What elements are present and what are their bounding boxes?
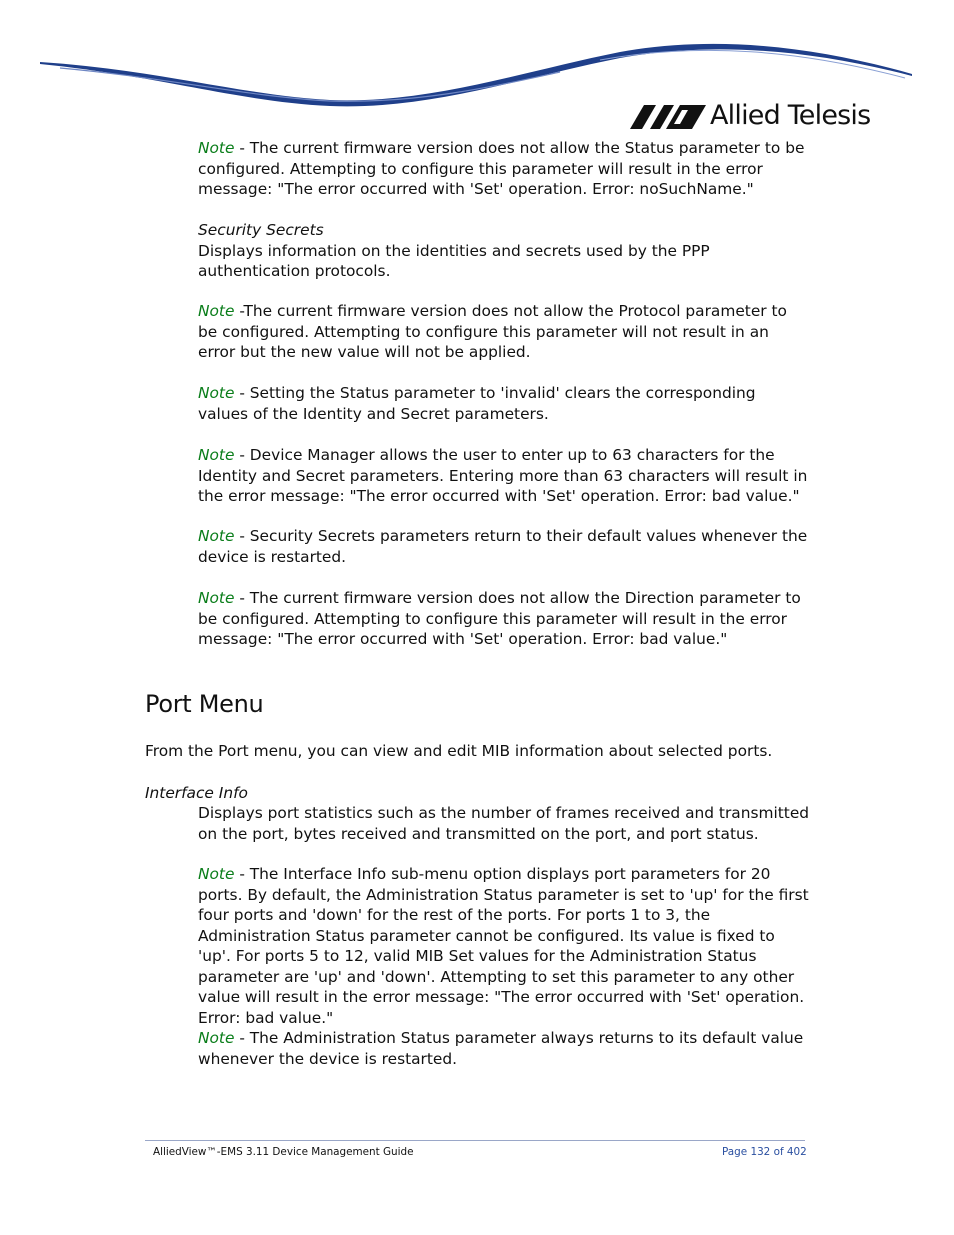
security-secrets-section <box>198 220 810 282</box>
port-menu-intro <box>145 741 810 762</box>
note-label: Note <box>198 139 235 157</box>
interface-info-subhead-block <box>145 783 810 804</box>
header-swoosh <box>0 0 954 115</box>
note-label: Note <box>198 865 235 883</box>
interface-info-subhead: Interface Info <box>145 784 248 802</box>
logo-text: Allied Telesis <box>710 100 871 131</box>
note-text: - Setting the Status parameter to 'invalid' clears the corresponding values of the Identity and Secret parameters. <box>198 384 756 423</box>
note-text: - The Administration Status parameter always returns to its default value whenever the device is restarted. <box>198 1029 804 1068</box>
note-label: Note <box>198 384 235 402</box>
note-label: Note <box>198 302 235 320</box>
note-protocol-firmware <box>198 301 810 363</box>
note-status-firmware <box>198 138 810 200</box>
security-secrets-description: Displays information on the identities and secrets used by the PPP authentication protocols. <box>198 241 710 280</box>
note-interface-info-ports <box>198 864 810 1028</box>
note-label: Note <box>198 527 235 545</box>
note-status-invalid <box>198 383 810 424</box>
note-admin-status-default <box>198 1028 810 1069</box>
port-menu-intro-text: From the Port menu, you can view and edit MIB information about selected ports. <box>145 742 773 760</box>
allied-telesis-logo-mark-icon <box>630 102 706 130</box>
note-identity-length <box>198 445 810 507</box>
note-text: - Security Secrets parameters return to their default values whenever the device is restarted. <box>198 527 808 566</box>
note-secrets-default <box>198 526 810 567</box>
note-text: - The current firmware version does not allow the Status parameter to be configured. Attempting to configure this parameter will result in the error message: "The error occurred with 'Set' operation. Error: noSuchName." <box>198 139 805 198</box>
port-menu-heading: Port Menu <box>145 690 264 718</box>
note-label: Note <box>198 446 235 464</box>
note-text: - Device Manager allows the user to enter up to 63 characters for the Identity and Secret parameters. Entering more than 63 characters will result in the error message: "The error occurred with 'Set' operation. Error: bad value." <box>198 446 808 505</box>
interface-info-description-block <box>198 803 810 844</box>
note-label: Note <box>198 1029 235 1047</box>
footer-document-title: AlliedView™-EMS 3.11 Device Management Guide <box>153 1146 414 1158</box>
company-logo <box>630 100 870 132</box>
security-secrets-subhead: Security Secrets <box>198 221 324 239</box>
note-label: Note <box>198 589 235 607</box>
note-text: -The current firmware version does not allow the Protocol parameter to be configured. Attempting to configure this parameter will not result in an error but the new value will not be applied. <box>198 302 787 361</box>
note-direction-firmware <box>198 588 810 650</box>
interface-info-description: Displays port statistics such as the number of frames received and transmitted on the port, bytes received and transmitted on the port, and port status. <box>198 804 810 843</box>
footer-page-number: Page 132 of 402 <box>722 1146 807 1158</box>
footer-divider <box>145 1140 805 1141</box>
note-text: - The current firmware version does not allow the Direction parameter to be configured. Attempting to configure this parameter will result in the error message: "The error occurred with 'Set' operation. Error: bad value." <box>198 589 801 648</box>
note-text: - The Interface Info sub-menu option displays port parameters for 20 ports. By default, the Administration Status parameter is set to 'up' for the first four ports and 'down' for the rest of the ports. For ports 1 to 3, the Administration Status parameter cannot be configured. Its value is fixed to 'up'. For ports 5 to 12, valid MIB Set values for the Administration Status parameter are 'up' and 'down'. Attempting to set this parameter to any other value will result in the error message: "The error occurred with 'Set' operation. Error: bad value." <box>198 865 809 1027</box>
